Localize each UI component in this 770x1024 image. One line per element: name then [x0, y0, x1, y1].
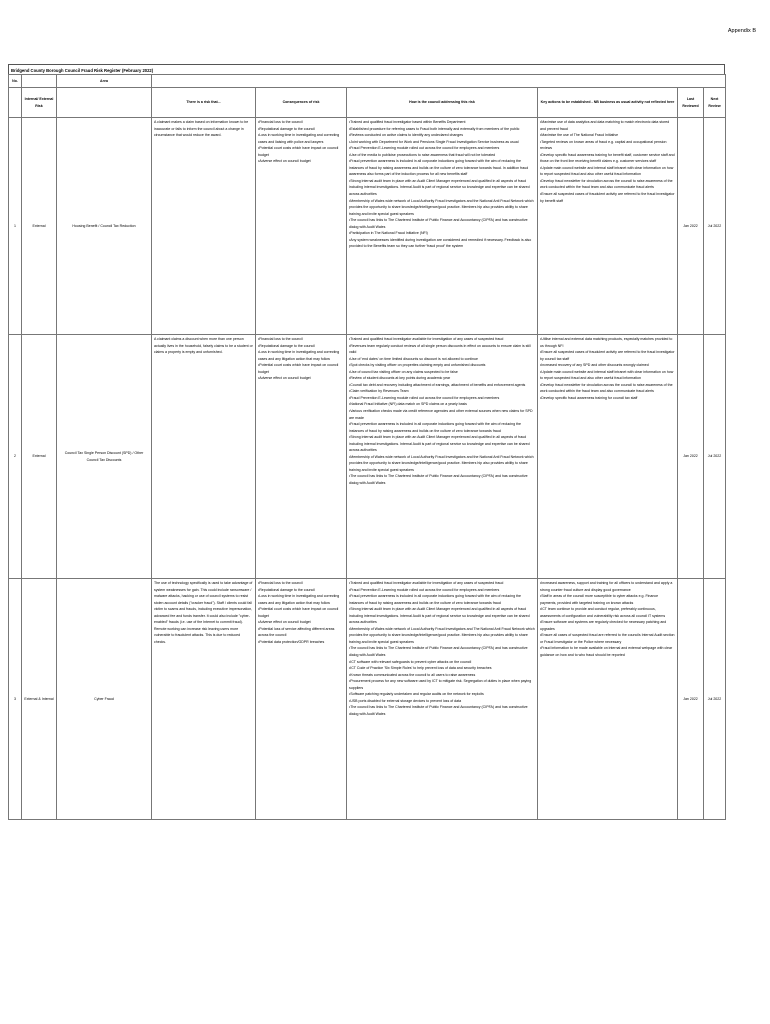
- addressing-cell: [347, 579, 538, 820]
- addressing-cell-item: •Council tax debt and recovery including attachment of earnings, attachment of benefits and enforcement agents: [349, 382, 526, 387]
- risk-area: Council Tax Single Person Discount (SPD) / Other Council Tax Discounts: [57, 335, 152, 579]
- appendix-label: Appendix B: [727, 28, 756, 34]
- risk-description: A claimant claims a discount when more than one person actually lives in the household, falsely claims to be a student or claims a property is empty and unfurnished.: [152, 335, 256, 579]
- key-actions-cell-item: •Develop fraud newsletter for circulation across the council to raise awareness of the work conducted within the fraud team and also communicate fraud alerts: [540, 382, 673, 394]
- consequences-cell-item: •Reputational damage to the council: [258, 343, 315, 348]
- consequences-cell-item: •Reputational damage to the council: [258, 126, 315, 131]
- addressing-cell: [347, 335, 538, 579]
- table-row: [9, 118, 726, 335]
- table-row: [9, 579, 726, 820]
- header-internal-external-label: Internal/ External Risk: [22, 88, 57, 118]
- key-actions-cell-item: •Update main council website and internal staff intranet with clear information on how to report suspected fraud and also other useful fraud information: [540, 165, 674, 177]
- addressing-cell-item: •Various verification checks made via credit reference agencies and other external sources when new claims for SPD are made: [349, 409, 533, 420]
- risk-description: The use of technology specifically is used to take advantage of system weaknesses for gain. This could include ransomware / malware attacks, hacking or use of council systems to resist stolen account details ("cracker fraud"). Staff / clients could fall victim to scams and frauds, including executive impersonation, advanced fee and funds transfer. It could also include "cyber-enabled" frauds (i.e. use of the Internet to commit fraud). Remote working can increase risk leaving users more vulnerable to fraudulent attacks. This is due to reduced checks.: [152, 579, 256, 820]
- addressing-cell-item: •Fraud Prevention E-Learning module rolled out across the council for employees and members: [349, 146, 500, 151]
- addressing-cell-item: •Any system weaknesses identified during investigation are considered and remedied if necessary. Feedback is also provided to the Benefits team so they can further 'fraud proof' the system: [349, 237, 532, 249]
- risk-area: Cyber Fraud: [57, 579, 152, 820]
- table-row: [9, 335, 726, 579]
- header-next-review: Next Review: [704, 88, 726, 118]
- consequences-cell-item: •Financial loss to the council: [258, 120, 303, 124]
- key-actions-cell-item: •Targeted reviews on known areas of fraud e.g. capital and occupational pension reviews: [540, 139, 667, 151]
- consequences-cell-item: •Adverse effect on council budget: [258, 376, 311, 381]
- consequences-cell-item: •Reputational damage to the council: [258, 587, 315, 592]
- last-reviewed-cell: Jan 2022: [678, 118, 704, 335]
- risk-type: External: [22, 335, 57, 579]
- addressing-cell: [347, 118, 538, 335]
- key-actions-cell: [538, 335, 678, 579]
- addressing-cell-item: •Review of student discounts at key points during academic year: [349, 376, 451, 381]
- risk-description: A claimant makes a claim based on information known to be inaccurate or fails to inform the council about a change in circumstance that would reduce the award.: [152, 118, 256, 335]
- header-risk: There is a risk that...: [152, 88, 256, 118]
- key-actions-cell-item: •Maximise the use of The National Fraud Initiative: [540, 133, 619, 138]
- next-review-cell: Jul 2022: [704, 579, 726, 820]
- addressing-cell-item: •ICT software with relevant safeguards to prevent cyber attacks on the council: [349, 659, 472, 664]
- addressing-cell-item: •Software patching regularly undertaken and regular audits on the network for exploits: [349, 692, 484, 697]
- risk-type: External & Internal: [22, 579, 57, 820]
- addressing-cell-item: •Known threats communicated across the council to all users to raise awareness: [349, 672, 476, 677]
- consequences-cell-item: •Financial loss to the council: [258, 337, 303, 341]
- consequences-cell-item: •Adverse effect on council budget: [258, 620, 311, 625]
- row-number: 3: [9, 579, 22, 820]
- addressing-cell-item: •Spot checks by visiting officer on properties claiming empty and unfurnished discounts: [349, 363, 486, 368]
- key-actions-cell-item: •Ensure all suspected cases of fraudulent activity are referred to the fraud investigator by council tax staff: [540, 350, 675, 361]
- addressing-cell-item: •Trained and qualified fraud investigator available for investigation of any cases of suspected fraud: [349, 337, 504, 341]
- row-number: 2: [9, 335, 22, 579]
- addressing-cell-item: •Strong internal audit team in place with an Audit Client Manager experienced and qualified in all aspects of fraud including internal investigations. Internal Audit is part of regional service so knowledge and expertise can be shared across authorities: [349, 607, 530, 625]
- addressing-cell-item: •Fraud prevention awareness is included in all corporate inductions going forward with the aim of reducing the instances of fraud by raising awareness and builds on the culture of zero tolerance towards fraud: [349, 422, 521, 433]
- header-spacer: [152, 75, 726, 88]
- key-actions-cell-item: •Develop specific fraud awareness training for benefit staff, customer service staff and those on the front line receiving benefit claims e.g. customer services staff: [540, 152, 675, 164]
- next-review-cell: Jul 2022: [704, 118, 726, 335]
- header-internal-external: [22, 75, 57, 88]
- header-last-reviewed: Last Reviewed: [678, 88, 704, 118]
- header-key-actions: Key actions to be established - NB business as usual activity not reflected here: [538, 88, 678, 118]
- key-actions-cell-item: •Increased awareness, support and training for all officers to understand and apply a strong counter fraud culture and display good governance: [540, 581, 673, 592]
- addressing-cell-item: •Membership of Wales wide network of Local Authority Fraud Investigators and the National Anti Fraud Network which provides the opportunity to share knowledge/intelligence/good practice. Members hip also provides ability to share training and invite special guest speakers: [349, 198, 534, 216]
- addressing-cell-item: •Trained and qualified fraud investigator based within Benefits Department: [349, 120, 466, 124]
- addressing-cell-item: •Membership of Wales wide network of Local Authority Fraud Investigators and the National Anti Fraud Network which provides the opportunity to share knowledge/intelligence/good practice. Members hip also provides ability to share training and invite special guest speakers: [349, 454, 534, 472]
- addressing-cell-item: •Joint working with Department for Work and Pensions Single Fraud Investigation Service business as usual: [349, 139, 519, 144]
- addressing-cell-item: •The council has links to The Chartered Institute of Public Finance and Accountancy (CIPFA) and has constructive dialog with Audit Wales: [349, 474, 528, 486]
- consequences-cell: [256, 118, 347, 335]
- addressing-cell-item: •The council has links to The Chartered Institute of Public Finance and Accountancy (CIPFA) and has constructive dialog with Audit Wales: [349, 646, 528, 658]
- consequences-cell: [256, 335, 347, 579]
- addressing-cell-item: •Fraud prevention awareness is included in all corporate inductions going forward with the aim of reducing the instances of fraud by raising awareness and builds on the culture of zero tolerance towards fraud: [349, 594, 521, 605]
- key-actions-cell-item: •Fraud information to be made available on internal and external webpage with clear guidance on how and to who fraud should be reported: [540, 646, 673, 658]
- risk-area: Housing Benefit / Council Tax Reduction: [57, 118, 152, 335]
- consequences-cell-item: •Loss in working time in investigating and correcting cases and liaising with police and lawyers: [258, 133, 340, 144]
- risk-register-sheet: [8, 64, 725, 820]
- header-area-spacer: [57, 88, 152, 118]
- risk-register-table: [8, 74, 726, 820]
- addressing-cell-item: •Claim verification by Revenues Team: [349, 389, 409, 394]
- addressing-cell-item: •The council has links to The Chartered Institute of Public Finance and Accountancy (CIPFA) and has constructive dialog with Audit Wales: [349, 218, 528, 229]
- register-title: Bridgend County Borough Council Fraud Risk Register (February 2022): [8, 64, 725, 74]
- addressing-cell-item: •Strong internal audit team in place with an Audit Client Manager experienced and qualified in all aspects of fraud including internal investigations. Internal Audit is part of regional service so knowledge and expertise can be shared across authorities: [349, 435, 530, 453]
- addressing-cell-item: •The council has links to The Chartered Institute of Public Finance and Accountancy (CIPFA) and has constructive dialog with Audit Wales: [349, 705, 528, 716]
- consequences-cell-item: •Potential data protection/GDPR breaches: [258, 639, 325, 644]
- addressing-cell-item: •Fraud prevention awareness is included in all corporate inductions going forward with the aim of reducing the instances of fraud by raising awareness and builds on the culture of zero tolerance towards fraud. In addition fraud awareness also forms part of the induction process for all new benefits staff: [349, 159, 529, 177]
- consequences-cell-item: •Loss in working time in investigating and correcting cases and any litigation action that may follow: [258, 350, 340, 361]
- addressing-cell-item: •Membership of Wales wide network of Local Authority Fraud Investigators and The National Anti Fraud Network which provides the opportunity to share knowledge/intelligence/good practice. Members hip also provides ability to share training and invite special guest speakers: [349, 626, 535, 644]
- addressing-cell-item: •Procurement process for any new software used by ICT to mitigate risk. Segregation of duties in place when paying suppliers: [349, 679, 532, 690]
- key-actions-cell-item: •Ensure all cases of suspected fraud are referred to the councils Internal Audit section or Fraud Investigator or the Police where necessary: [540, 633, 675, 644]
- header-no: No.: [9, 75, 22, 88]
- key-actions-cell-item: •Ensure software and systems are regularly checked for necessary patching and upgrades: [540, 620, 667, 631]
- last-reviewed-cell: Jan 2022: [678, 579, 704, 820]
- key-actions-cell-item: •Increased recovery of any SPD and other discounts wrongly claimed: [540, 363, 649, 368]
- key-actions-cell: [538, 579, 678, 820]
- addressing-cell-item: •USB ports disabled for external storage devices to prevent loss of data: [349, 698, 462, 703]
- row-number: 1: [9, 118, 22, 335]
- key-actions-cell-item: •Ensure all suspected cases of fraudulent activity are referred to the fraud investigator by benefit staff: [540, 192, 675, 203]
- header-area: Area: [57, 75, 152, 88]
- risk-type: External: [22, 118, 57, 335]
- consequences-cell-item: •Potential court costs which have impact on council budget: [258, 607, 339, 618]
- addressing-cell-item: •Revenues team regularly conduct reviews of all single person discounts in effect on accounts to ensure claim is still valid: [349, 343, 531, 355]
- consequences-cell-item: •Potential loss of service affecting different areas across the council: [258, 626, 335, 638]
- addressing-cell-item: •Use of the media to publicise prosecutions to raise awareness that fraud will not be tolerated: [349, 152, 496, 157]
- consequences-cell-item: •Financial loss to the council: [258, 581, 303, 585]
- key-actions-cell-item: •ICT team continue to provide and conduct regular, preferably continuous, assessments of configuration and vulnerability risk across all council IT systems: [540, 607, 666, 618]
- key-actions-cell: [538, 118, 678, 335]
- key-actions-cell-item: •Maximise use of data analytics and data matching to match electronic data stored and prevent fraud: [540, 120, 670, 131]
- consequences-cell-item: •Potential court costs which have impact on council budget: [258, 146, 339, 157]
- key-actions-cell-item: •Utilise internal and external data matching products, especially matches provided to us through NFI: [540, 337, 673, 348]
- last-reviewed-cell: Jan 2022: [678, 335, 704, 579]
- addressing-cell-item: •ICT Code of Practice 'Six Simple Rules' to help prevent loss of data and security breaches: [349, 666, 492, 671]
- consequences-cell-item: •Potential court costs which have impact on council budget: [258, 363, 339, 374]
- key-actions-cell-item: •Develop fraud newsletter for circulation across the council to raise awareness of the work conducted within the fraud team and also communicate fraud alerts: [540, 178, 673, 190]
- key-actions-cell-item: •Update main council website and internal staff intranet with clear information on how to report suspected fraud and also other useful fraud information: [540, 369, 674, 381]
- header-no-spacer: [9, 88, 22, 118]
- next-review-cell: Jul 2022: [704, 335, 726, 579]
- addressing-cell-item: •Use of 'end dates' on time limited discounts so discount is not allowed to continue: [349, 356, 478, 361]
- addressing-cell-item: •Established procedure for referring cases to Fraud both internally and externally from members of the public: [349, 126, 520, 131]
- header-addressing: How is the council addressing this risk: [347, 88, 538, 118]
- consequences-cell-item: •Loss in working time in investigating and correcting cases and any litigation action that may follow: [258, 594, 340, 605]
- addressing-cell-item: •Strong internal audit team in place with an Audit Client Manager experienced and qualified in all aspects of fraud including internal investigations. Internal Audit is part of regional service so knowledge and expertise can be shared across authorities: [349, 178, 530, 197]
- addressing-cell-item: •Reviews conducted on active claims to identify any undeclared changes: [349, 133, 464, 138]
- key-actions-cell-item: •Develop specific fraud awareness training for council tax staff: [540, 395, 638, 400]
- addressing-cell-item: •Use of council tax visiting officer on any claims suspected to be false: [349, 369, 458, 374]
- header-consequences: Consequences of risk: [256, 88, 347, 118]
- addressing-cell-item: •Participation in The National Fraud Initiative (NFI): [349, 231, 428, 236]
- addressing-cell-item: •National Fraud Initiative (NFI) data match on SPD claims on a yearly basis: [349, 402, 467, 407]
- consequences-cell: [256, 579, 347, 820]
- addressing-cell-item: •Fraud Prevention E-Learning module rolled out across the council for employees and members: [349, 395, 500, 400]
- addressing-cell-item: •Trained and qualified fraud investigator available for investigation of any cases of suspected fraud: [349, 581, 504, 585]
- addressing-cell-item: •Fraud Prevention E-Learning module rolled out across the council for employees and members: [349, 587, 500, 592]
- consequences-cell-item: •Adverse effect on council budget: [258, 159, 311, 164]
- key-actions-cell-item: •Staff in areas of the council more susceptible to cyber attacks e.g. Finance payments, provided with targeted training on known attacks: [540, 594, 659, 605]
